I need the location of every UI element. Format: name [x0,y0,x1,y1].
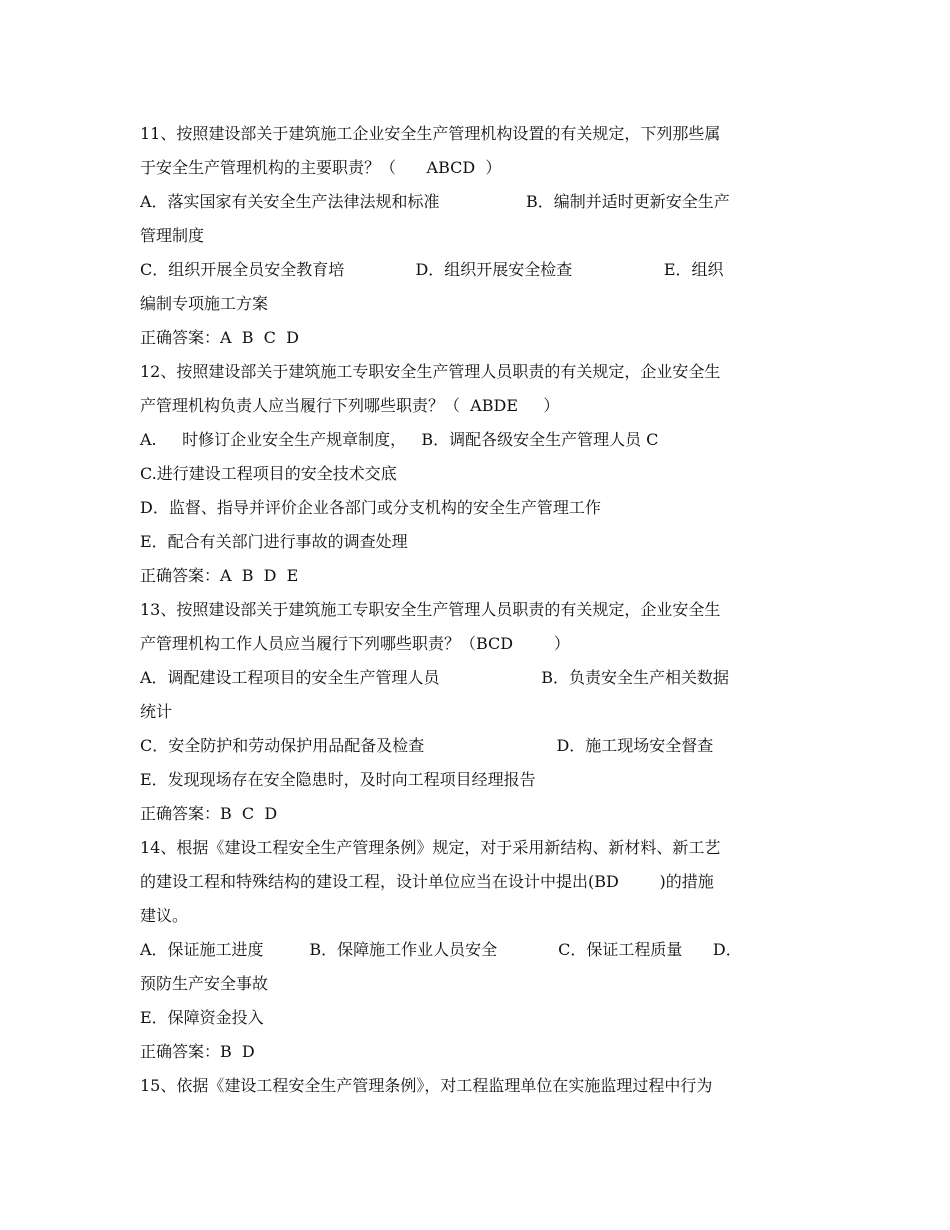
q12-answer: 正确答案：A B D E [140,566,299,585]
q13-options-line-2: 统计 [140,702,173,721]
q14-option-e: E．保障资金投入 [140,1008,264,1027]
q13-option-e: E．发现现场存在安全隐患时，及时向工程项目经理报告 [140,770,536,789]
document-page [140,117,812,1103]
q12-option-a-b: A. 时修订企业安全生产规章制度， B．调配各级安全生产管理人员 C [140,430,659,449]
q11-answer: 正确答案：A B C D [140,328,299,347]
q14-stem-line-1: 14、根据《建设工程安全生产管理条例》规定，对于采用新结构、新材料、新工艺 [140,838,721,857]
q12-option-e: E．配合有关部门进行事故的调查处理 [140,532,408,551]
q12-option-c: C.进行建设工程项目的安全技术交底 [140,464,397,483]
q11-options-line-4: 编制专项施工方案 [140,294,269,313]
q13-answer: 正确答案：B C D [140,804,278,823]
q15-stem-line-1: 15、依据《建设工程安全生产管理条例》，对工程监理单位在实施监理过程中行为 [140,1076,713,1095]
q12-stem-line-1: 12、按照建设部关于建筑施工专职安全生产管理人员职责的有关规定，企业安全生 [140,362,721,381]
q13-options-line-1: A．调配建设工程项目的安全生产管理人员 B．负责安全生产相关数据 [140,668,730,687]
q14-answer: 正确答案：B D [140,1042,255,1061]
q14-options-line-1: A．保证施工进度 B．保障施工作业人员安全 C．保证工程质量 D． [140,940,742,959]
q14-options-line-2: 预防生产安全事故 [140,974,269,993]
q11-options-line-2: 管理制度 [140,226,205,245]
q12-stem-line-2: 产管理机构负责人应当履行下列哪些职责？（ ABDE ） [140,396,560,415]
q11-options-line-3: C．组织开展全员安全教育培 D．组织开展安全检查 E．组织 [140,260,724,279]
q11-stem-line-1: 11、按照建设部关于建筑施工企业安全生产管理机构设置的有关规定，下列那些属 [140,124,721,143]
q13-stem-line-2: 产管理机构工作人员应当履行下列哪些职责？（BCD ） [140,634,570,653]
q13-stem-line-1: 13、按照建设部关于建筑施工专职安全生产管理人员职责的有关规定，企业安全生 [140,600,721,619]
q14-stem-line-3: 建议。 [140,906,189,925]
q14-stem-line-2: 的建设工程和特殊结构的建设工程，设计单位应当在设计中提出(BD )的措施 [140,872,714,891]
q12-option-d: D．监督、指导并评价企业各部门或分支机构的安全生产管理工作 [140,498,601,517]
q11-stem-line-2: 于安全生产管理机构的主要职责？（ ABCD ） [140,158,502,177]
q11-options-line-1: A．落实国家有关安全生产法律法规和标准 B．编制并适时更新安全生产 [140,192,730,211]
q13-options-line-3: C．安全防护和劳动保护用品配备及检查 D．施工现场安全督查 [140,736,714,755]
